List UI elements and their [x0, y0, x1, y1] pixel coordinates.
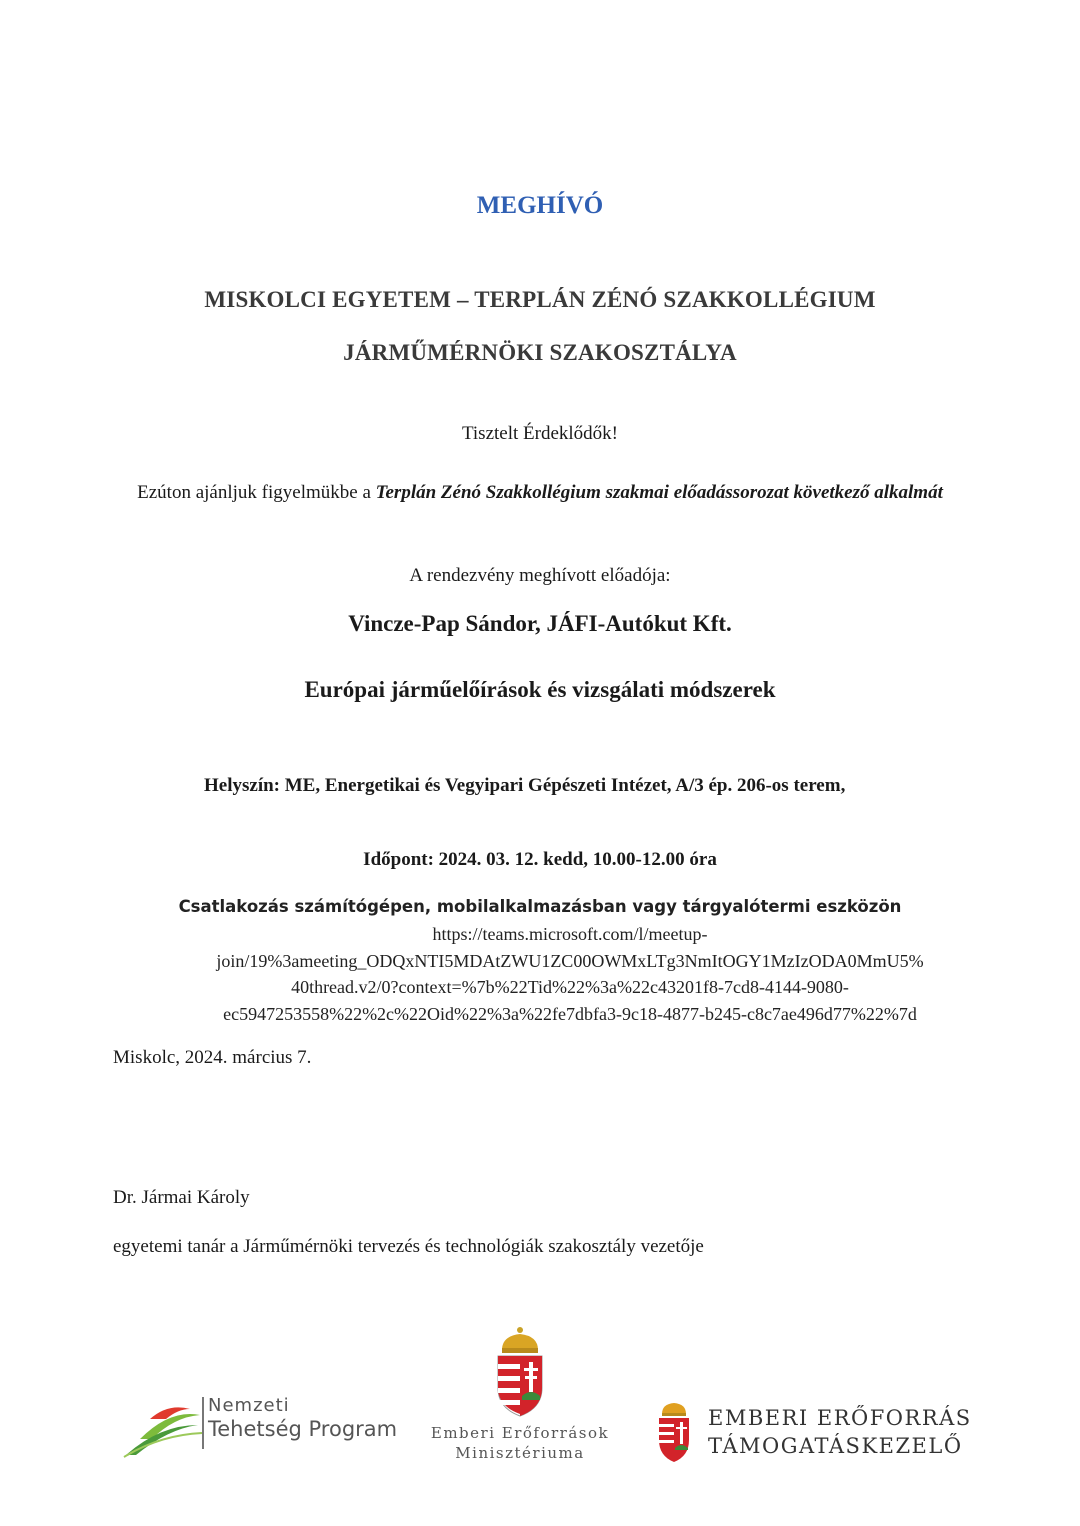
department-heading: JÁRMŰMÉRNÖKI SZAKOSZTÁLYA: [343, 340, 737, 365]
et-name-line2: TÁMOGATÁSKEZELŐ: [708, 1434, 963, 1458]
page-title: MEGHÍVÓ: [476, 192, 604, 219]
hungarian-coat-of-arms-icon: [492, 1326, 548, 1420]
intro-emphasis: Terplán Zénó Szakkollégium szakmai előadássorozat következő alkalmát: [375, 482, 943, 503]
link-line[interactable]: join/19%3ameeting_ODQxNTI5MDAtZWU1ZC00OWMxLTg3NmItOGY1MzIzODA0MmU5%: [216, 950, 924, 971]
intro-text: Ezúton ajánljuk figyelmükbe a: [137, 482, 376, 503]
ntp-name-line1: Nemzeti: [208, 1395, 290, 1416]
presenter-label: A rendezvény meghívott előadója:: [409, 565, 671, 586]
ntp-logo: [120, 1395, 400, 1459]
signer-role: egyetemi tanár a Járműmérnöki tervezés és technológiák szakosztály vezetője: [113, 1236, 704, 1257]
emmi-name-line1: Emberi Erőforrások: [430, 1424, 610, 1442]
ntp-emblem-icon: [120, 1395, 206, 1459]
intro-paragraph: [100, 479, 980, 506]
ntp-name-line2: Tehetség Program: [208, 1417, 398, 1441]
greeting: Tisztelt Érdeklődők!: [461, 423, 619, 444]
location-line: Helyszín: ME, Energetikai és Vegyipari Gépészeti Intézet, A/3 ép. 206-os terem,: [204, 775, 846, 796]
place-date: Miskolc, 2024. március 7.: [113, 1047, 312, 1068]
emmi-name-line2: Minisztériuma: [455, 1444, 585, 1462]
time-line: Időpont: 2024. 03. 12. kedd, 10.00-12.00 óra: [363, 849, 717, 870]
emmi-logo: [410, 1326, 630, 1466]
join-instructions: Csatlakozás számítógépen, mobilalkalmazásban vagy tárgyalótermi eszközön: [178, 897, 902, 916]
link-line[interactable]: https://teams.microsoft.com/l/meetup-: [432, 924, 708, 944]
link-line[interactable]: 40thread.v2/0?context=%7b%22Tid%22%3a%22c43201f8-7cd8-4144-9080-: [291, 977, 849, 997]
presenter-name: Vincze-Pap Sándor, JÁFI-Autókut Kft.: [348, 611, 732, 636]
hungarian-shield-icon: [656, 1400, 692, 1464]
teams-meeting-link[interactable]: [150, 921, 990, 1027]
university-heading: MISKOLCI EGYETEM – TERPLÁN ZÉNÓ SZAKKOLLÉGIUM: [204, 287, 876, 312]
et-name-line1: EMBERI ERŐFORRÁS: [708, 1406, 972, 1430]
link-line[interactable]: ec5947253558%22%2c%22Oid%22%3a%22fe7dbfa3-9c18-4877-b245-c8c7ae496d77%22%7d: [223, 1003, 917, 1024]
et-logo: [656, 1398, 976, 1468]
signer-name: Dr. Jármai Károly: [113, 1187, 250, 1208]
talk-title: Európai járműelőírások és vizsgálati módszerek: [304, 677, 776, 702]
